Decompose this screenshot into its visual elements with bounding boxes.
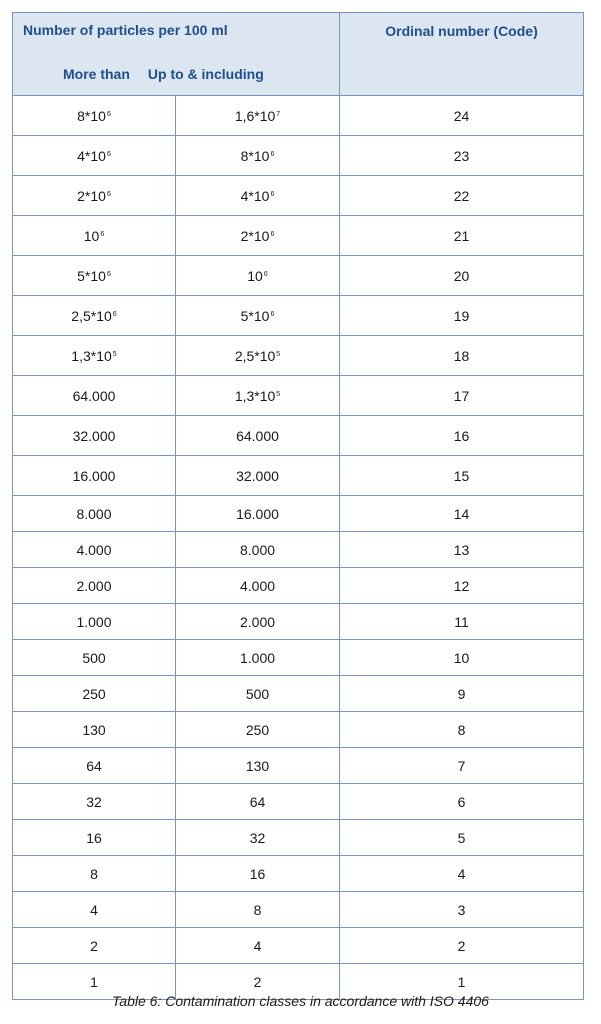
more-than-cell	[13, 496, 176, 532]
code-cell: 18	[340, 336, 584, 376]
more-than-cell	[13, 136, 176, 176]
up-to-cell-value: 2.000	[239, 613, 276, 630]
table-row	[13, 136, 584, 176]
more-than-cell-value: 4	[90, 901, 98, 918]
up-to-cell-exponent: 6	[270, 230, 275, 238]
up-to-cell	[176, 532, 340, 568]
table-row	[13, 416, 584, 456]
more-than-cell	[13, 216, 176, 256]
table-row	[13, 296, 584, 336]
more-than-cell-value: 16.000	[72, 467, 116, 484]
up-to-including-header: Up to & including	[147, 66, 264, 82]
table-caption: Table 6: Contamination classes in accordance with ISO 4406	[112, 993, 489, 1009]
table-row	[13, 892, 584, 928]
up-to-cell-value: 10	[247, 267, 263, 284]
more-than-cell-exponent: 6	[106, 190, 111, 198]
more-than-cell	[13, 532, 176, 568]
contamination-table-wrapper	[12, 12, 583, 1000]
more-than-cell	[13, 820, 176, 856]
up-to-cell-exponent: 5	[276, 350, 281, 358]
more-than-cell	[13, 604, 176, 640]
table-row	[13, 336, 584, 376]
more-than-cell-value: 32	[86, 793, 102, 810]
up-to-cell-value: 64.000	[236, 427, 279, 444]
more-than-cell-exponent: 6	[106, 150, 111, 158]
more-than-cell-value: 32.000	[72, 427, 116, 444]
code-cell: 2	[340, 928, 584, 964]
more-than-cell-value: 4.000	[76, 541, 112, 558]
up-to-cell	[176, 336, 340, 376]
up-to-cell	[176, 604, 340, 640]
code-cell: 17	[340, 376, 584, 416]
up-to-cell-value: 32	[249, 829, 266, 846]
more-than-cell	[13, 712, 176, 748]
more-than-cell	[13, 748, 176, 784]
up-to-cell-value: 32.000	[236, 467, 279, 484]
more-than-cell-value: 2,5*10	[71, 307, 112, 324]
up-to-cell-value: 4*10	[240, 187, 270, 204]
table-row	[13, 216, 584, 256]
table-row	[13, 640, 584, 676]
up-to-cell	[176, 296, 340, 336]
table-row	[13, 604, 584, 640]
up-to-cell-exponent: 6	[270, 150, 275, 158]
more-than-cell-exponent: 6	[112, 310, 117, 318]
code-cell: 23	[340, 136, 584, 176]
up-to-cell-value: 16	[249, 865, 266, 882]
more-than-cell-value: 1.000	[76, 613, 112, 630]
up-to-cell	[176, 256, 340, 296]
more-than-cell	[13, 96, 176, 136]
ordinal-code-header: Ordinal number (Code)	[340, 13, 584, 96]
up-to-cell-value: 500	[245, 685, 270, 702]
up-to-cell	[176, 216, 340, 256]
up-to-cell	[176, 784, 340, 820]
up-to-cell-value: 2	[253, 973, 262, 990]
up-to-cell-value: 1.000	[239, 649, 276, 666]
more-than-cell-value: 1,3*10	[71, 347, 112, 364]
up-to-cell-value: 2*10	[240, 227, 270, 244]
up-to-cell	[176, 856, 340, 892]
up-to-cell	[176, 496, 340, 532]
up-to-cell-value: 250	[245, 721, 270, 738]
up-to-cell	[176, 676, 340, 712]
table-row	[13, 176, 584, 216]
code-cell: 22	[340, 176, 584, 216]
more-than-cell	[13, 376, 176, 416]
up-to-cell-value: 1,3*10	[234, 387, 276, 404]
more-than-cell	[13, 296, 176, 336]
more-than-cell	[13, 676, 176, 712]
more-than-cell-value: 1	[90, 973, 98, 990]
more-than-cell-exponent: 6	[106, 110, 111, 118]
up-to-cell-value: 4	[253, 937, 262, 954]
table-row	[13, 96, 584, 136]
table-body	[13, 96, 584, 1000]
up-to-cell-value: 16.000	[236, 505, 279, 522]
table-row	[13, 496, 584, 532]
table-row	[13, 748, 584, 784]
up-to-cell	[176, 456, 340, 496]
more-than-cell	[13, 856, 176, 892]
table-row	[13, 928, 584, 964]
more-than-header: More than	[63, 66, 130, 82]
up-to-cell-exponent: 6	[270, 310, 275, 318]
more-than-cell-value: 8*10	[77, 107, 106, 124]
table-row	[13, 712, 584, 748]
up-to-cell	[176, 376, 340, 416]
more-than-cell	[13, 336, 176, 376]
more-than-cell-value: 64	[86, 757, 102, 774]
code-cell: 7	[340, 748, 584, 784]
code-cell: 11	[340, 604, 584, 640]
code-cell: 19	[340, 296, 584, 336]
table-row	[13, 676, 584, 712]
code-cell: 20	[340, 256, 584, 296]
up-to-cell-value: 5*10	[240, 307, 270, 324]
more-than-cell-value: 16	[86, 829, 102, 846]
up-to-cell-value: 8*10	[240, 147, 270, 164]
up-to-cell-exponent: 7	[276, 110, 281, 118]
more-than-cell-value: 64.000	[72, 387, 116, 404]
more-than-cell-value: 2*10	[77, 187, 106, 204]
table-row	[13, 256, 584, 296]
up-to-cell-value: 2,5*10	[234, 347, 276, 364]
up-to-cell	[176, 892, 340, 928]
more-than-cell-value: 5*10	[77, 267, 106, 284]
table-row	[13, 456, 584, 496]
up-to-cell-value: 64	[249, 793, 266, 810]
code-cell: 14	[340, 496, 584, 532]
more-than-cell-value: 2.000	[76, 577, 112, 594]
particles-group-header: Number of particles per 100 ml	[13, 13, 340, 48]
range-subheader	[13, 47, 340, 96]
up-to-cell	[176, 928, 340, 964]
more-than-cell-exponent: 6	[106, 270, 111, 278]
code-cell: 13	[340, 532, 584, 568]
up-to-cell-value: 1,6*10	[234, 107, 276, 124]
up-to-cell-exponent: 6	[270, 190, 275, 198]
contamination-classes-table	[12, 12, 584, 1000]
table-header	[13, 13, 584, 96]
more-than-cell-value: 2	[90, 937, 98, 954]
more-than-cell	[13, 892, 176, 928]
more-than-cell-value: 250	[82, 685, 106, 702]
more-than-cell	[13, 176, 176, 216]
more-than-cell-value: 8.000	[76, 505, 112, 522]
up-to-cell	[176, 568, 340, 604]
code-cell: 21	[340, 216, 584, 256]
code-cell: 15	[340, 456, 584, 496]
up-to-cell-value: 4.000	[239, 577, 276, 594]
up-to-cell	[176, 176, 340, 216]
code-cell: 16	[340, 416, 584, 456]
code-cell: 1	[340, 964, 584, 1000]
up-to-cell	[176, 136, 340, 176]
code-cell: 12	[340, 568, 584, 604]
more-than-cell-value: 4*10	[77, 147, 106, 164]
more-than-cell	[13, 784, 176, 820]
more-than-cell-exponent: 5	[112, 350, 117, 358]
up-to-cell-value: 8.000	[239, 541, 276, 558]
more-than-cell	[13, 456, 176, 496]
more-than-cell	[13, 256, 176, 296]
code-cell: 4	[340, 856, 584, 892]
up-to-cell	[176, 748, 340, 784]
up-to-cell	[176, 820, 340, 856]
up-to-cell-exponent: 5	[276, 390, 281, 398]
up-to-cell	[176, 640, 340, 676]
code-cell: 5	[340, 820, 584, 856]
up-to-cell	[176, 416, 340, 456]
more-than-cell	[13, 928, 176, 964]
code-cell: 24	[340, 96, 584, 136]
up-to-cell	[176, 712, 340, 748]
more-than-cell-value: 10	[83, 227, 100, 244]
table-row	[13, 856, 584, 892]
table-row	[13, 376, 584, 416]
table-row	[13, 820, 584, 856]
code-cell: 3	[340, 892, 584, 928]
up-to-cell	[176, 96, 340, 136]
more-than-cell-value: 500	[82, 649, 106, 666]
table-row	[13, 532, 584, 568]
more-than-cell-exponent: 6	[100, 230, 105, 238]
table-row	[13, 568, 584, 604]
table-row	[13, 784, 584, 820]
more-than-cell	[13, 640, 176, 676]
code-cell: 10	[340, 640, 584, 676]
code-cell: 9	[340, 676, 584, 712]
more-than-cell-value: 130	[82, 721, 106, 738]
up-to-cell-value: 130	[245, 757, 270, 774]
up-to-cell-value: 8	[253, 901, 262, 918]
code-cell: 8	[340, 712, 584, 748]
up-to-cell-exponent: 6	[263, 270, 268, 278]
more-than-cell-value: 8	[90, 865, 98, 882]
code-cell: 6	[340, 784, 584, 820]
more-than-cell	[13, 416, 176, 456]
more-than-cell	[13, 568, 176, 604]
